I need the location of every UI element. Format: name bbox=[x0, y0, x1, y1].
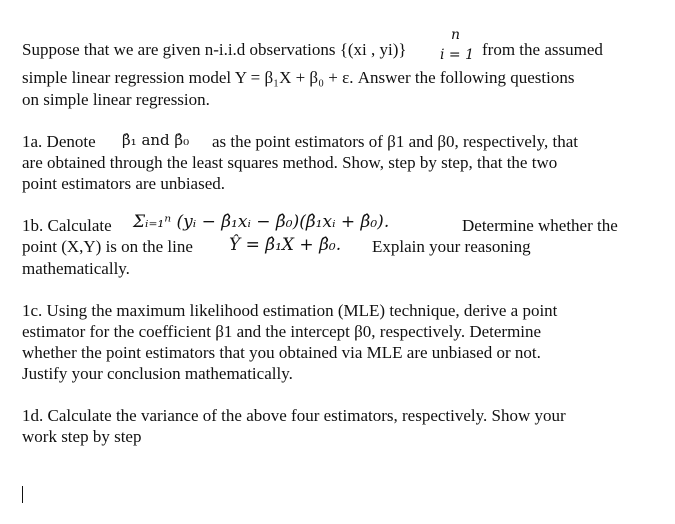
q1a-line-3: point estimators are unbiased. bbox=[22, 174, 226, 193]
q1a-symbols: β̂₁ and β̂₀ bbox=[122, 131, 190, 149]
intro-line-1 bbox=[22, 40, 407, 60]
q1b-sum-expression: Σᵢ₌₁ⁿ (yᵢ − β̂₁xᵢ − β̂₀)(β̂₁xᵢ + β̂₀). bbox=[133, 212, 390, 232]
q1c-line-4: Justify your conclusion mathematically. bbox=[22, 364, 293, 383]
q1a-line-1-suffix: as the point estimators of β1 and β0, respectively, that bbox=[212, 132, 579, 151]
upper-limit-n: n bbox=[451, 27, 461, 43]
text-cursor[interactable] bbox=[22, 486, 23, 503]
q1b-line-2-suffix: Explain your reasoning bbox=[372, 237, 531, 256]
q1b-line-expression: Ŷ = β̂₁X + β̂₀. bbox=[229, 235, 342, 255]
q1b-line-2-prefix: point (X,Y) is on the line bbox=[22, 237, 193, 256]
q1c-line-1: 1c. Using the maximum likelihood estimation (MLE) technique, derive a point bbox=[22, 301, 558, 320]
lower-limit-index: i = 1 bbox=[440, 47, 475, 63]
q1b-line-3: mathematically. bbox=[22, 259, 130, 278]
intro-line-2: simple linear regression model Y = β₁X + β₀ + ε. Answer the following questions bbox=[22, 68, 575, 87]
intro-line-3: on simple linear regression. bbox=[22, 90, 210, 109]
q1c-line-3: whether the point estimators that you obtained via MLE are unbiased or not. bbox=[22, 343, 541, 362]
q1d-line-2: work step by step bbox=[22, 427, 142, 446]
q1d-line-1: 1d. Calculate the variance of the above four estimators, respectively. Show your bbox=[22, 406, 566, 425]
q1b-prefix: 1b. Calculate bbox=[22, 216, 112, 235]
intro-line-1-text: Suppose that we are given n-i.i.d observations {(xi , yi)} bbox=[22, 40, 407, 59]
q1a-line-2: are obtained through the least squares method. Show, step by step, that the two bbox=[22, 153, 558, 172]
q1c-line-2: estimator for the coefficient β1 and the intercept β0, respectively. Determine bbox=[22, 322, 542, 341]
intro-line-1-suffix: from the assumed bbox=[482, 40, 603, 59]
q1b-line-1-suffix: Determine whether the bbox=[462, 216, 618, 235]
q1a-prefix: 1a. Denote bbox=[22, 132, 96, 151]
